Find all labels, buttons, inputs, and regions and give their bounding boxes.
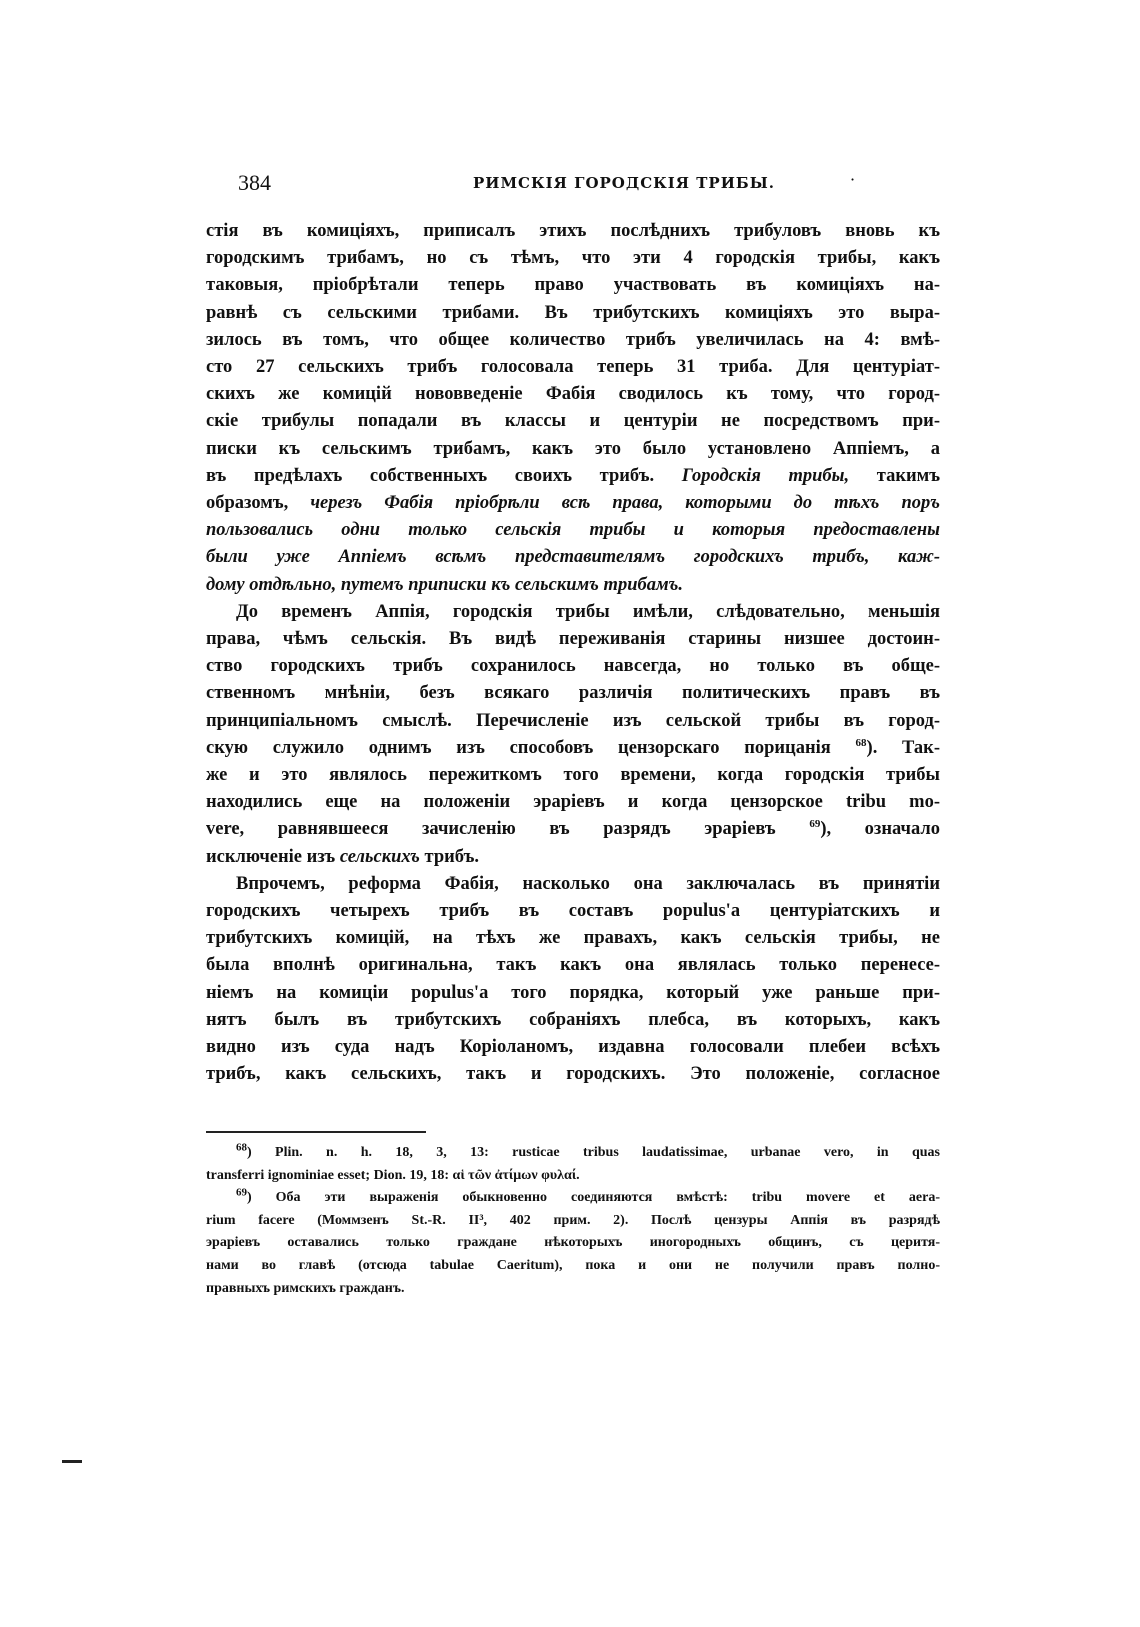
text-line: Впрочемъ, реформа Фабія, насколько она заключалась въ принятіи (236, 873, 940, 894)
running-title: РИМСКІЯ ГОРОДСКІЯ ТРИБЫ. (473, 174, 775, 192)
footnote-68 (206, 1142, 940, 1165)
text-line (206, 463, 940, 490)
text-line: сто 27 сельскихъ трибъ голосовала теперь 31 триба. Для центуріат- (206, 357, 940, 378)
text-line: дому отдѣльно, путемъ приписки къ сельскимъ трибамъ. (206, 574, 684, 595)
text-segment: исключеніе изъ (206, 846, 336, 867)
text-line: была вполнѣ оригинальна, такъ какъ она являлась только перенесе- (206, 955, 940, 976)
text-segment: образомъ, (206, 493, 289, 514)
text-line: ніемъ на комиціи populus'а того порядка, который уже раньше при- (206, 982, 940, 1003)
text-line: находились еще на положеніи эраріевъ и когда цензорское tribu mo- (206, 792, 940, 813)
footnote-line: нами во главѣ (отсюда tabulae Caeritum), пока и они не получили правъ полно- (206, 1257, 940, 1273)
text-line: же и это являлось пережиткомъ того времени, когда городскія трибы (206, 765, 940, 786)
footnote-line: rium facere (Моммзенъ St.-R. II³, 402 прим. 2). Послѣ цензуры Аппія въ разрядѣ (206, 1212, 940, 1228)
footnote-ref-68[interactable]: 68 (855, 736, 867, 749)
text-line: городскимъ трибамъ, но съ тѣмъ, что эти 4 городскія трибы, какъ (206, 248, 940, 269)
text-line: скихъ же комицій нововведеніе Фабія сводилось къ тому, что город- (206, 384, 940, 405)
text-segment: ). Так- (866, 737, 941, 758)
italic-phrase: Городскія трибы, (681, 465, 850, 486)
footnote-line: эраріевъ оставались только граждане нѣкоторыхъ иногородныхъ общинъ, съ церитя- (206, 1235, 940, 1251)
body-text (206, 218, 940, 1089)
text-line: равнѣ съ сельскими трибами. Въ трибутскихъ комиціяхъ это выра- (206, 302, 940, 323)
header-dot: · (850, 170, 856, 189)
text-line: нятъ былъ въ трибутскихъ собраніяхъ плебса, въ которыхъ, какъ (206, 1009, 940, 1030)
footnote-text: ) Оба эти выраженія обыкновенно соединяются вмѣстѣ: tribu movere et aera- (247, 1190, 940, 1206)
text-line: были уже Аппіемъ всѣмъ представителямъ городскихъ трибъ, каж- (206, 547, 940, 568)
text-line: принципіальномъ смыслѣ. Перечисленіе изъ сельской трибы въ город- (206, 710, 940, 731)
text-line: трибутскихъ комицій, на тѣхъ же правахъ, какъ сельскія трибы, не (206, 928, 940, 949)
footnote-mark: 69 (236, 1186, 247, 1199)
footnotes (206, 1142, 940, 1300)
text-segment: трибъ. (424, 846, 479, 867)
italic-phrase: черезъ Фабія пріобрѣли всѣ права, которыми до тѣхъ поръ (310, 493, 941, 514)
text-segment: ), означало (820, 819, 941, 840)
footnote-line: правныхъ римскихъ гражданъ. (206, 1280, 405, 1296)
text-line (206, 735, 940, 762)
text-segment: vere, равнявшееся зачисленію въ разрядъ эраріевъ (206, 819, 776, 840)
text-line: ство городскихъ трибъ сохранилось навсегда, но только въ обще- (206, 656, 940, 677)
text-line (206, 816, 940, 843)
footnote-69 (206, 1187, 940, 1210)
text-line: таковыя, пріобрѣтали теперь право участвовать въ комиціяхъ на- (206, 275, 940, 296)
text-line (206, 490, 940, 517)
page-header (238, 170, 938, 200)
text-line: До временъ Аппія, городскія трибы имѣли, слѣдовательно, меньшія (236, 601, 940, 622)
footnote-ref-69[interactable]: 69 (809, 818, 821, 831)
text-line: права, чѣмъ сельскія. Въ видѣ переживанія старины низшее достоин- (206, 629, 940, 650)
text-line: стія въ комиціяхъ, приписалъ этихъ послѣднихъ трибуловъ вновь къ (206, 221, 940, 241)
text-segment: скую служило однимъ изъ способовъ цензорскаго порицанія (206, 737, 831, 758)
footnote-text: ) Plin. n. h. 18, 3, 13: rusticae tribus laudatissimae, urbanae vero, in quas (247, 1145, 940, 1160)
text-line: городскихъ четырехъ трибъ въ составъ populus'а центуріатскихъ и (206, 901, 940, 922)
text-line (206, 844, 940, 871)
text-segment: въ предѣлахъ собственныхъ своихъ трибъ. (206, 465, 655, 486)
text-line: ственномъ мнѣніи, безъ всякаго различія политическихъ правъ въ (206, 683, 940, 704)
text-line: трибъ, какъ сельскихъ, такъ и городскихъ. Это положеніе, согласное (206, 1064, 940, 1085)
italic-phrase: сельскихъ (339, 846, 420, 867)
text-line: пользовались одни только сельскія трибы и которыя предоставлены (206, 520, 940, 541)
footnote-separator (206, 1131, 426, 1133)
footnote-line: transferri ignominiae esset; Dion. 19, 18: αἱ τῶν ἀτίμων φυλαί. (206, 1167, 580, 1183)
text-line: писки къ сельскимъ трибамъ, какъ это было установлено Аппіемъ, а (206, 438, 940, 459)
text-line: видно изъ суда надъ Коріоланомъ, издавна голосовали плебеи всѣхъ (206, 1037, 940, 1058)
text-segment: такимъ (876, 465, 941, 486)
margin-mark (62, 1460, 82, 1463)
footnote-mark: 68 (236, 1141, 247, 1154)
text-line: скіе трибулы попадали въ классы и центуріи не посредствомъ при- (206, 411, 940, 432)
text-line: зилось въ томъ, что общее количество трибъ увеличилась на 4: вмѣ- (206, 329, 940, 350)
page-number: 384 (238, 170, 271, 195)
